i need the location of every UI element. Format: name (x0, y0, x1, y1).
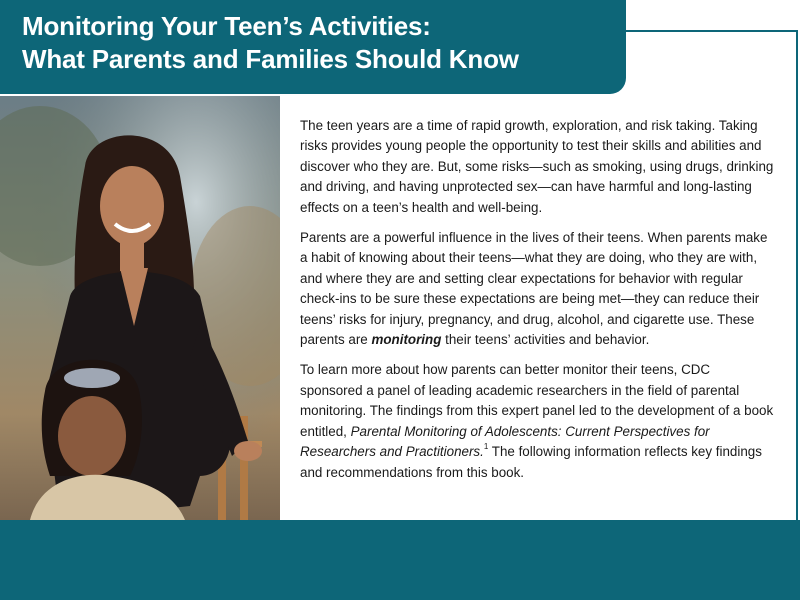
paragraph-cdc-text-1: To learn more about how parents can better monitor their teens, CDC sponsored a panel of leading academic researchers in the field of parental monitoring. The findings from this expert panel led to the development of a book entitled, (300, 362, 774, 439)
paragraph-intro: The teen years are a time of rapid growth, exploration, and risk taking. Taking risks provides young people the opportunity to test their skills and abilities and discover who they are. But, some risks—such as smoking, using drugs, drinking and driving, and having unprotected sex—can have harmful and long-lasting effects on a teen’s health and well-being. (300, 118, 774, 215)
paragraph-cdc-panel (300, 360, 776, 482)
frame-rule-top (626, 30, 798, 32)
header-banner (0, 0, 626, 94)
footer-banner (0, 520, 800, 600)
page-title (22, 10, 519, 76)
paragraph-parents-text-1: Parents are a powerful influence in the lives of their teens. When parents make a habit of knowing about their teens—what they are doing, who they are with, and where they are and setting clear expectations for behavior with regular check-ins to be sure these expectations are being met—they can reduce their teens’ risks for injury, pregnancy, and drug, alcohol, and cigarette use. These parents are (300, 230, 768, 348)
footnote-marker: 1 (483, 442, 489, 452)
book-title: Parental Monitoring of Adolescents: Current Perspectives for Researchers and Practitioners. (300, 423, 710, 460)
mother-and-daughter-photo (0, 96, 280, 520)
frame-rule-right (796, 30, 798, 520)
paragraph-cdc-text-2: The following information reflects key findings and recommendations from this book. (300, 444, 762, 480)
article-body (300, 116, 776, 493)
title-line-1: Monitoring Your Teen’s Activities: (22, 11, 431, 41)
paragraph-parents-text-2: their teens’ activities and behavior. (441, 332, 650, 348)
monitoring-emphasis: monitoring (371, 332, 442, 348)
paragraph-parents-influence (300, 228, 776, 350)
title-line-2: What Parents and Families Should Know (22, 44, 519, 74)
